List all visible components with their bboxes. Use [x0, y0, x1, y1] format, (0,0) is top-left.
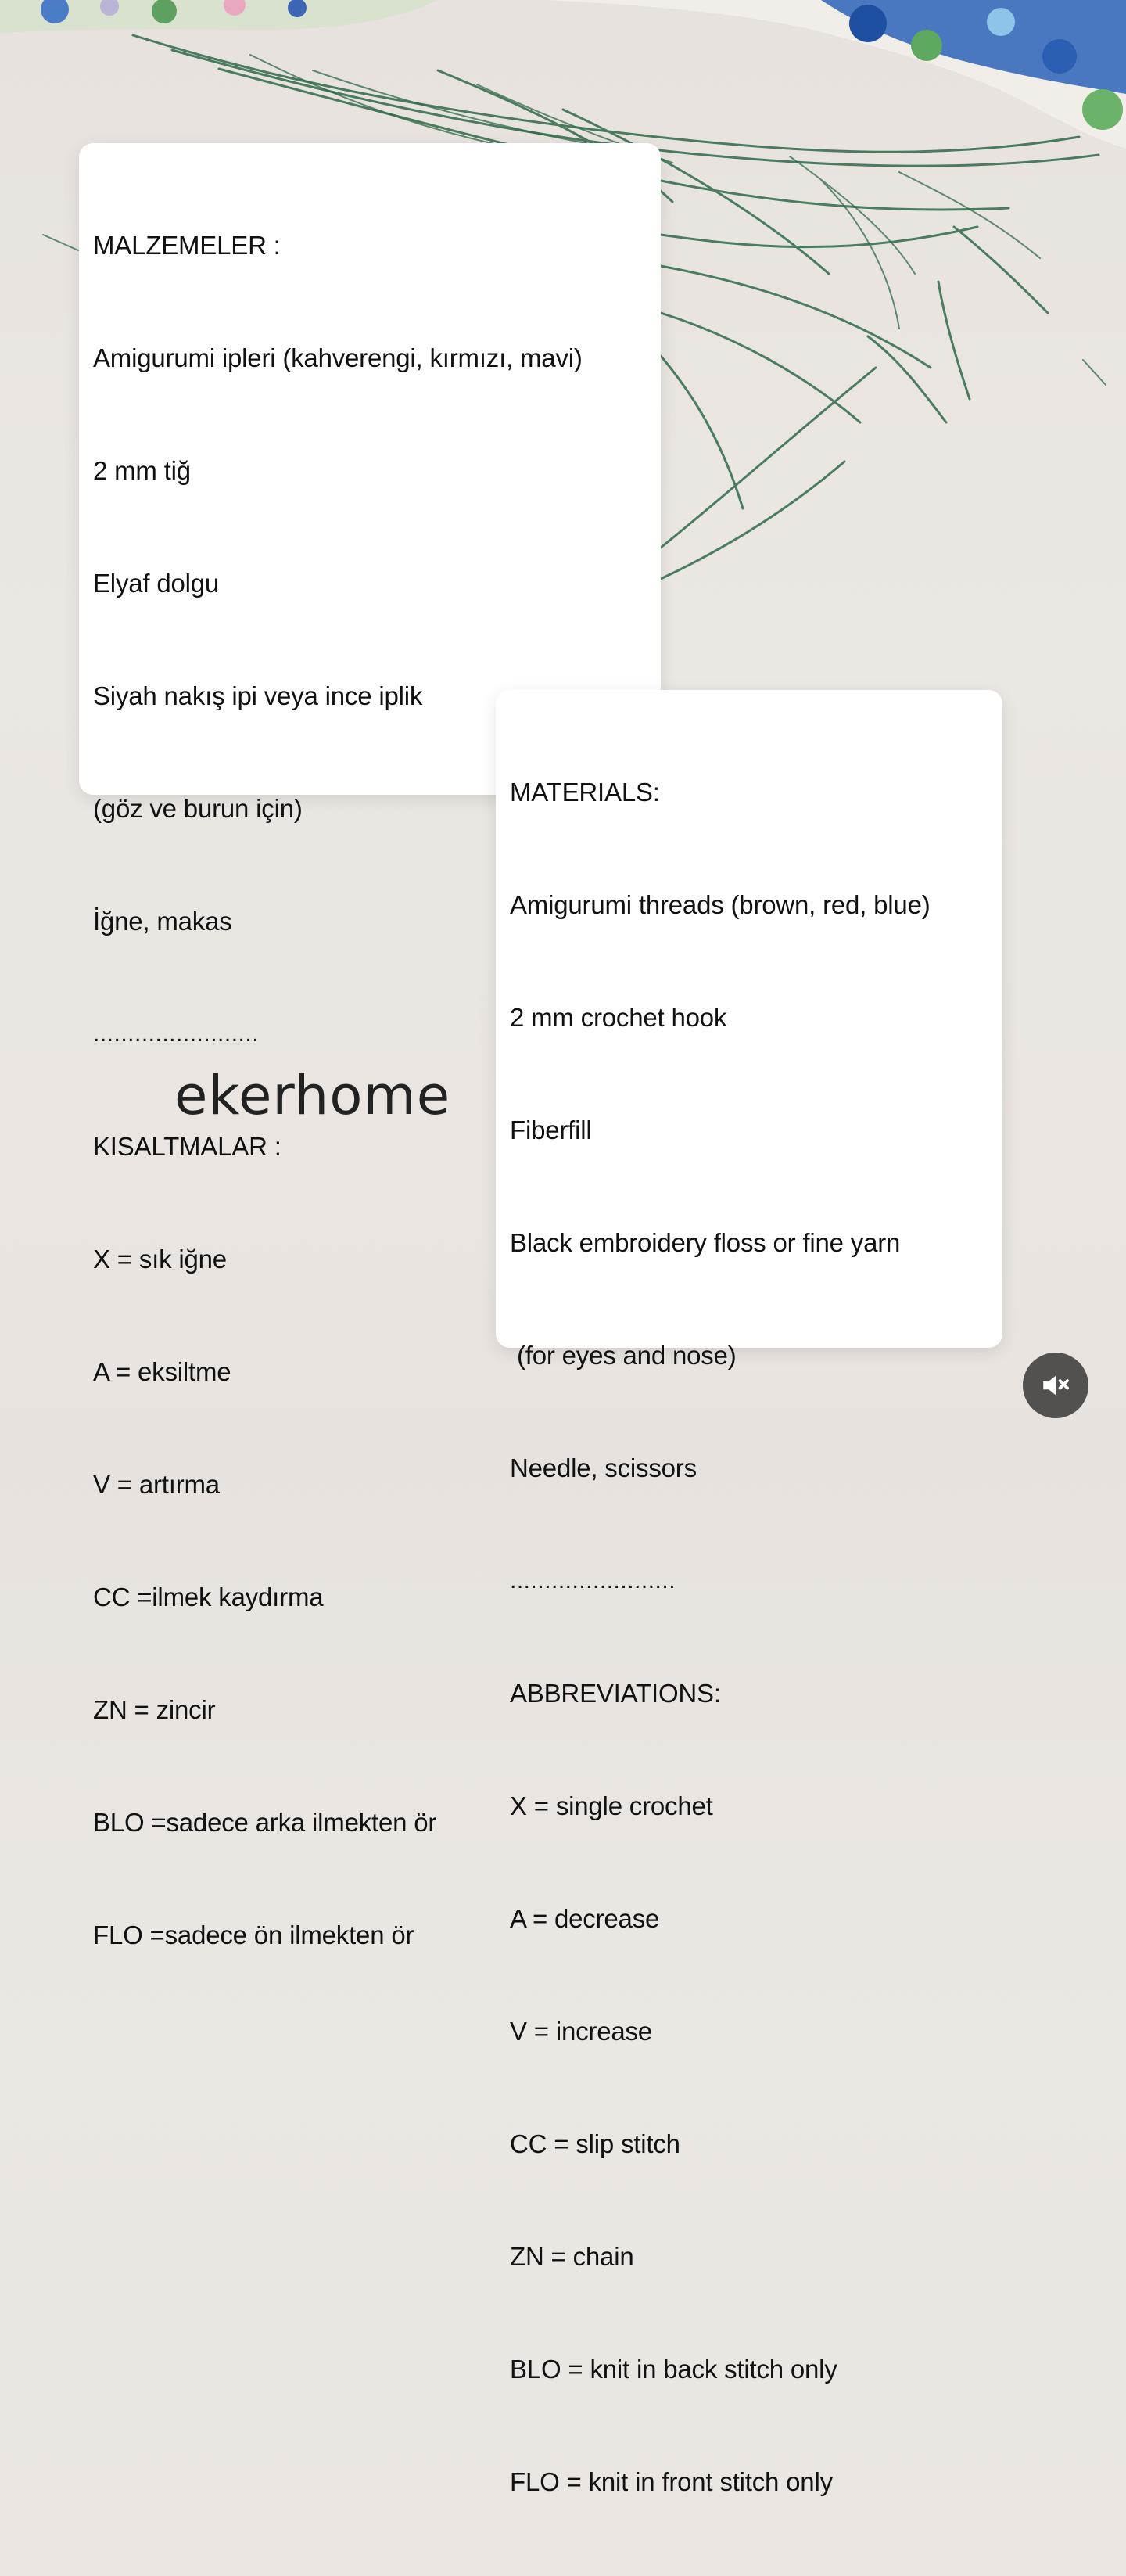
speaker-muted-icon: [1039, 1369, 1072, 1402]
abbr-v-tr: V = artırma: [93, 1470, 220, 1499]
material-fiberfill-tr: Elyaf dolgu: [93, 569, 220, 598]
material-yarn-tr: Amigurumi ipleri (kahverengi, kırmızı, mavi): [93, 343, 583, 372]
abbr-flo-tr: FLO =sadece ön ilmekten ör: [93, 1920, 414, 1949]
abbr-zn-en: ZN = chain: [510, 2242, 634, 2271]
section-title-abbreviations-en: ABBREVIATIONS:: [510, 1679, 721, 1708]
divider-dots-en: ........................: [510, 1568, 676, 1593]
abbr-flo-en: FLO = knit in front stitch only: [510, 2467, 833, 2496]
abbr-x-tr: X = sık iğne: [93, 1245, 227, 1274]
material-embroidery-tr: Siyah nakış ipi veya ince iplik: [93, 681, 423, 710]
abbr-blo-en: BLO = knit in back stitch only: [510, 2355, 837, 2384]
abbr-x-en: X = single crochet: [510, 1791, 713, 1820]
abbr-a-en: A = decrease: [510, 1904, 660, 1933]
abbr-cc-tr: CC =ilmek kaydırma: [93, 1583, 324, 1611]
brand-logo: ekerhome: [174, 1065, 451, 1127]
section-title-materials-tr: MALZEMELER :: [93, 231, 281, 260]
material-hook-tr: 2 mm tiğ: [93, 456, 191, 485]
abbr-zn-tr: ZN = zincir: [93, 1695, 216, 1724]
material-embroidery-note-tr: (göz ve burun için): [93, 794, 303, 823]
material-fiberfill-en: Fiberfill: [510, 1116, 592, 1144]
abbr-a-tr: A = eksiltme: [93, 1357, 231, 1386]
material-embroidery-en: Black embroidery floss or fine yarn: [510, 1228, 901, 1257]
abbr-v-en: V = increase: [510, 2017, 652, 2046]
material-tools-en: Needle, scissors: [510, 1453, 697, 1482]
abbr-blo-tr: BLO =sadece arka ilmekten ör: [93, 1808, 437, 1837]
material-yarn-en: Amigurumi threads (brown, red, blue): [510, 890, 931, 919]
divider-dots-tr: ........................: [93, 1021, 260, 1047]
material-hook-en: 2 mm crochet hook: [510, 1003, 727, 1032]
material-tools-tr: İğne, makas: [93, 907, 232, 936]
mute-button[interactable]: [1023, 1353, 1088, 1418]
materials-text-english: [510, 699, 988, 2576]
materials-card-english: [496, 690, 1002, 2496]
abbr-cc-en: CC = slip stitch: [510, 2129, 680, 2158]
section-title-abbreviations-tr: KISALTMALAR :: [93, 1132, 282, 1161]
material-embroidery-note-en: (for eyes and nose): [510, 1341, 737, 1370]
section-title-materials-en: MATERIALS:: [510, 778, 660, 807]
